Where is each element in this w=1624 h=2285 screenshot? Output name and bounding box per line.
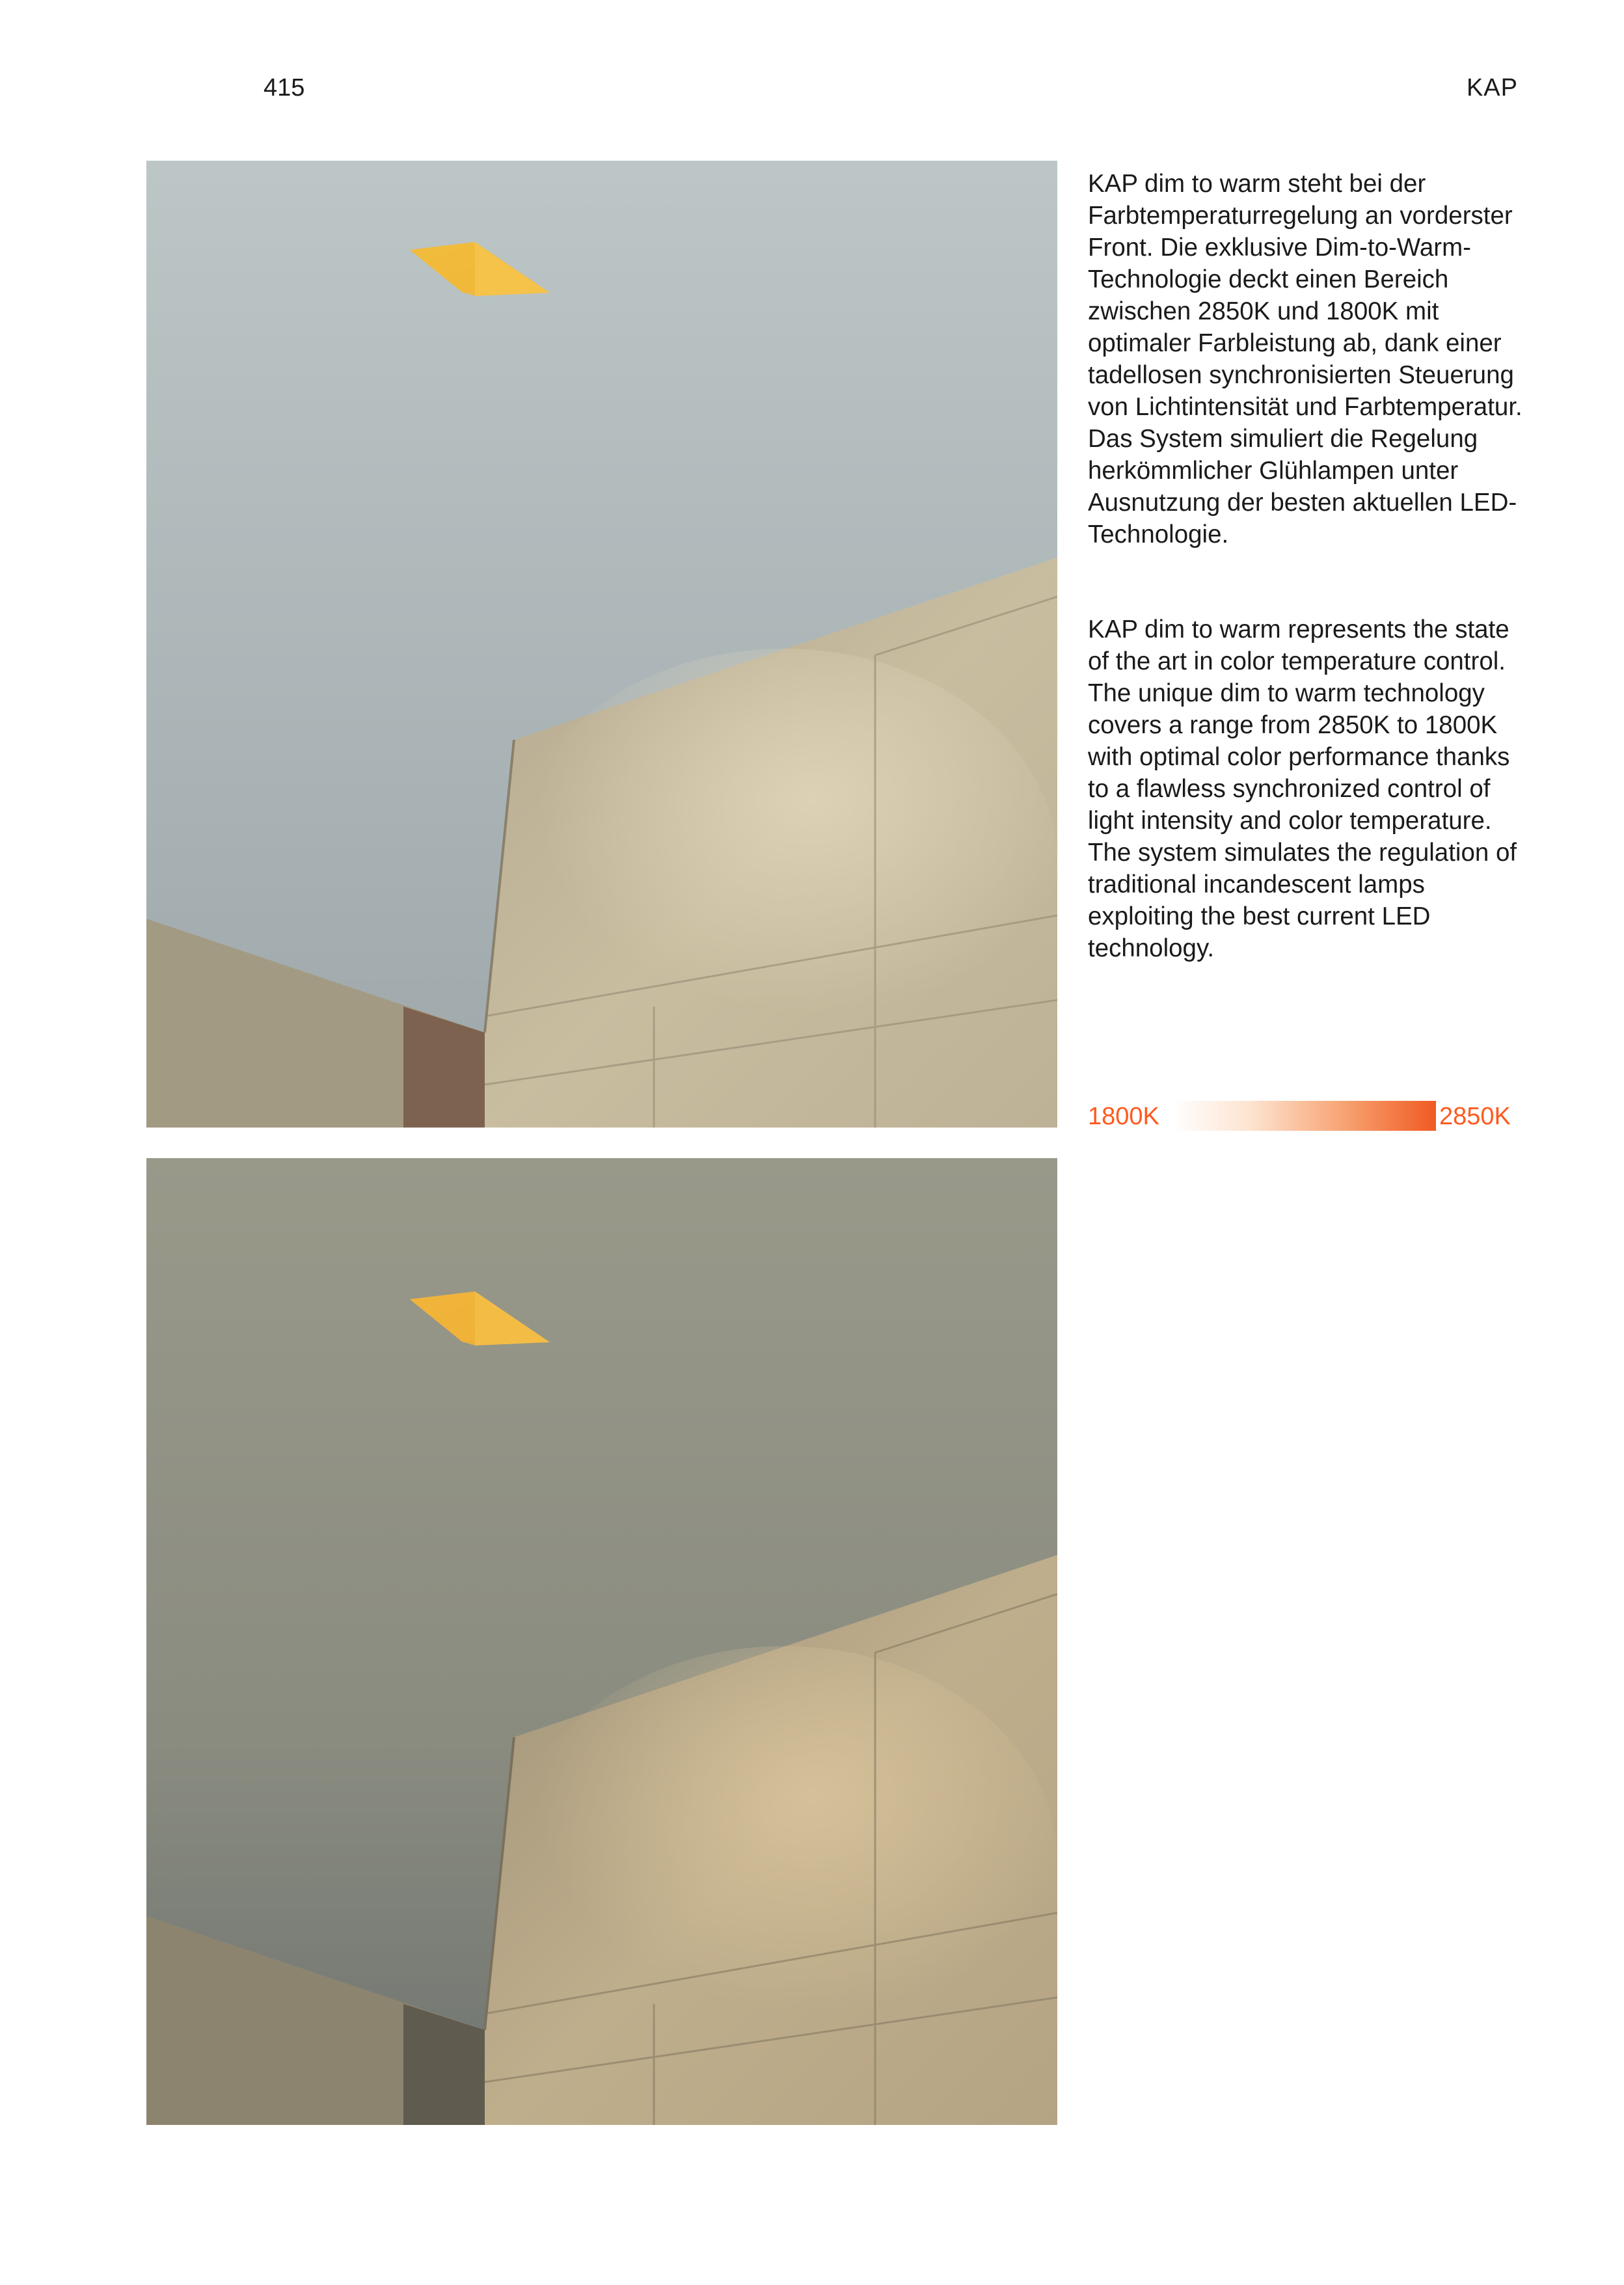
description-english — [1088, 614, 1530, 964]
color-temperature-scale — [1088, 1100, 1524, 1133]
photo-ceiling-light-cool-image — [146, 161, 1057, 1128]
brand-name: KAP — [1466, 74, 1518, 101]
temperature-low-label: 1800K — [1088, 1103, 1159, 1130]
photo-ceiling-light-warm-image — [146, 1158, 1057, 2125]
description-english-text: KAP dim to warm represents the state of the art in color temperature control. The unique dim to warm technology covers a range from 2850K to 1800K with optimal color performance thanks to a flawless synchronized control of light intensity and color temperature. The system simulates the regulation of traditional incandescent lamps exploiting the best current LED technology. — [1088, 615, 1517, 962]
description-german-text: KAP dim to warm steht bei der Farbtemperaturregelung an vorderster Front. Die exklusive Dim-to-Warm-Technologie deckt einen Bereich zwischen 2850K und 1800K mit optimaler Farbleistung ab, dank einer tadellosen synchronisierten Steuerung von Lichtintensität und Farbtemperatur. Das System simuliert die Regelung herkömmlicher Glühlampen unter Ausnutzung der besten aktuellen LED-Technologie. — [1088, 170, 1522, 548]
temperature-high-label: 2850K — [1439, 1103, 1511, 1130]
photo-ceiling-light-warm — [146, 1158, 1057, 2125]
temperature-gradient-bar — [1172, 1101, 1436, 1131]
page-number: 415 — [264, 74, 305, 101]
photo-ceiling-light-cool — [146, 161, 1057, 1128]
description-german — [1088, 168, 1530, 550]
